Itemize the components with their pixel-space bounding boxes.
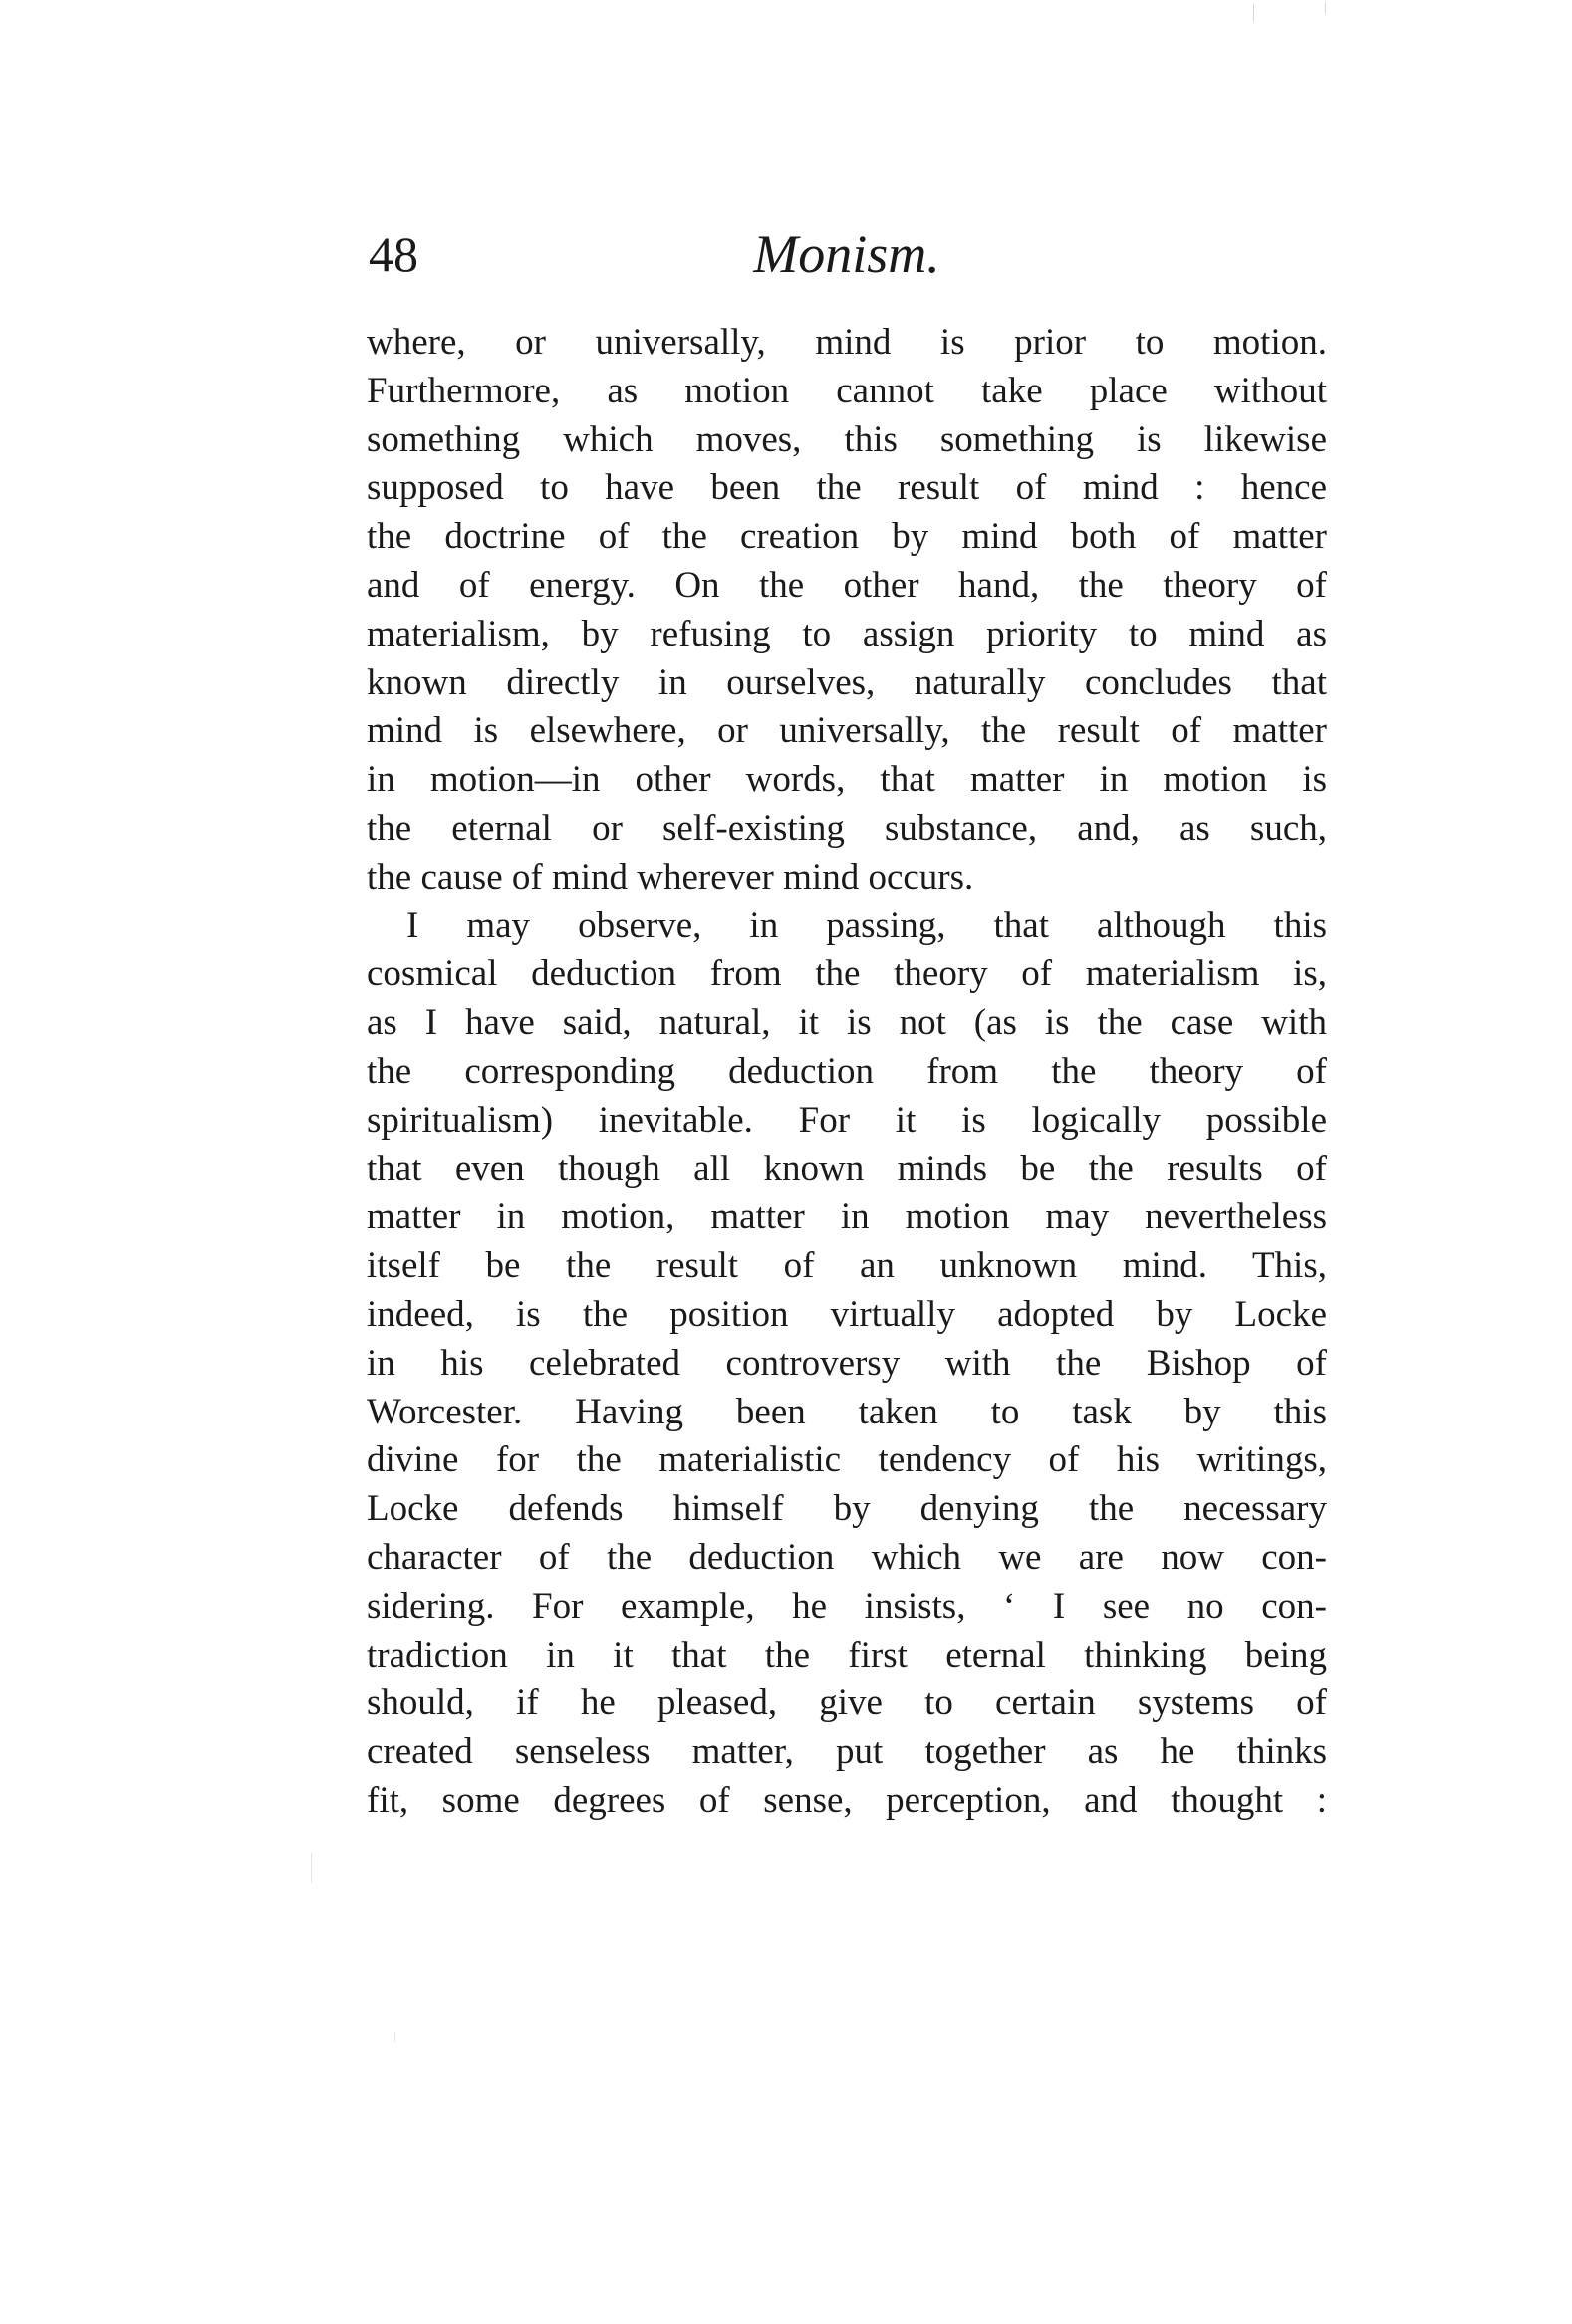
text-line: should, if he pleased, give to certain systems of bbox=[367, 1682, 1327, 1724]
text-line: known directly in ourselves, naturally concludes that bbox=[367, 661, 1327, 703]
paragraph-start-line: I may observe, in passing, that although this bbox=[406, 904, 1327, 946]
scan-mark bbox=[394, 2032, 395, 2042]
text-line: the doctrine of the creation by mind both of matter bbox=[367, 516, 1327, 558]
text-line: in his celebrated controversy with the Bishop of bbox=[367, 1342, 1327, 1384]
text-line: Locke defends himself by denying the necessary bbox=[367, 1488, 1327, 1530]
text-line: something which moves, this something is likewise bbox=[367, 418, 1327, 460]
text-line: supposed to have been the result of mind : hence bbox=[367, 467, 1327, 509]
text-line: fit, some degrees of sense, perception, and thought : bbox=[367, 1779, 1327, 1821]
text-line: mind is elsewhere, or universally, the result of matter bbox=[367, 710, 1327, 752]
text-line: in motion—in other words, that matter in motion is bbox=[367, 759, 1327, 801]
text-line: the eternal or self-existing substance, and, as such, bbox=[367, 807, 1327, 849]
text-line: spiritualism) inevitable. For it is logically possible bbox=[367, 1099, 1327, 1141]
text-line: divine for the materialistic tendency of his writings, bbox=[367, 1439, 1327, 1481]
text-line: tradiction in it that the first eternal thinking being bbox=[367, 1634, 1327, 1676]
scan-mark bbox=[311, 1853, 312, 1883]
text-line: sidering. For example, he insists, ‘ I see no con- bbox=[367, 1585, 1327, 1627]
text-line: cosmical deduction from the theory of materialism is, bbox=[367, 953, 1327, 995]
text-line: matter in motion, matter in motion may nevertheless bbox=[367, 1196, 1327, 1238]
scan-mark bbox=[1325, 2, 1326, 14]
text-line: itself be the result of an unknown mind. This, bbox=[367, 1245, 1327, 1287]
running-title: Monism. bbox=[753, 224, 940, 284]
text-line: created senseless matter, put together as he thinks bbox=[367, 1731, 1327, 1773]
page-number: 48 bbox=[369, 226, 418, 282]
scan-mark bbox=[1253, 4, 1254, 22]
text-line: Worcester. Having been taken to task by this bbox=[367, 1391, 1327, 1432]
text-line: as I have said, natural, it is not (as is the case with bbox=[367, 1002, 1327, 1044]
text-line: character of the deduction which we are now con- bbox=[367, 1536, 1327, 1578]
text-line: Furthermore, as motion cannot take place without bbox=[367, 370, 1327, 411]
text-line: materialism, by refusing to assign priority to mind as bbox=[367, 613, 1327, 654]
text-line: that even though all known minds be the results of bbox=[367, 1148, 1327, 1189]
body-text bbox=[367, 319, 1327, 1826]
text-line: where, or universally, mind is prior to motion. bbox=[367, 322, 1327, 363]
text-line: the corresponding deduction from the theory of bbox=[367, 1050, 1327, 1092]
text-line: indeed, is the position virtually adopted by Locke bbox=[367, 1293, 1327, 1335]
running-head bbox=[369, 219, 1325, 289]
text-line: the cause of mind wherever mind occurs. bbox=[367, 856, 974, 898]
text-line: and of energy. On the other hand, the theory of bbox=[367, 564, 1327, 606]
